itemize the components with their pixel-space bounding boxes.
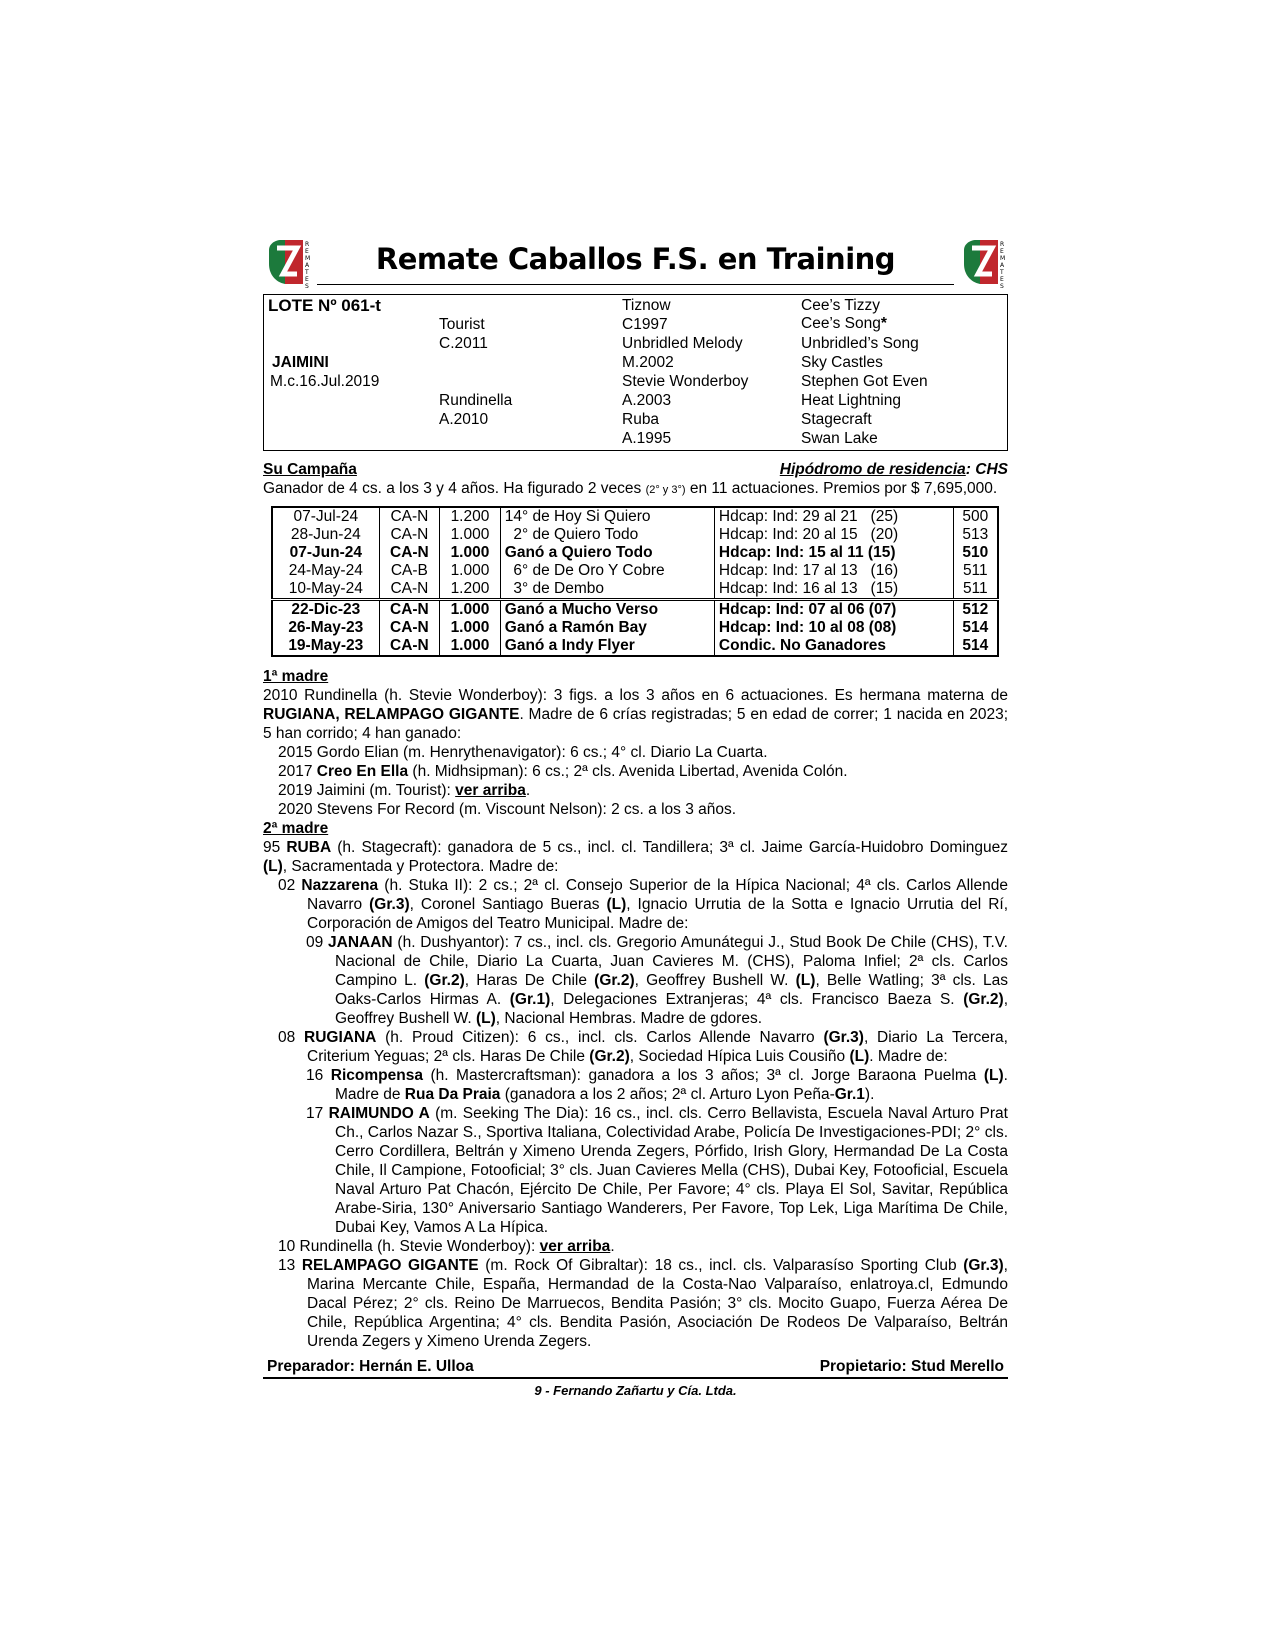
header: [263, 238, 1008, 292]
svg-text:S: S: [1000, 283, 1004, 288]
svg-text:E: E: [305, 276, 309, 283]
race-row: [272, 619, 998, 637]
svg-text:M: M: [1000, 255, 1006, 262]
race-row: [272, 526, 998, 544]
race-weight: 510: [953, 544, 998, 562]
race-date: 19-May-23: [288, 637, 364, 654]
produce-entry: 10 Rundinella (h. Stevie Wonderboy): ver arriba.: [278, 1238, 615, 1255]
race-weight: 500: [953, 507, 998, 526]
race-condition: Hdcap: Ind: 29 al 21 (25): [714, 507, 953, 526]
document-page: [263, 238, 1008, 1398]
first-dam-heading: 1ª madre: [263, 668, 329, 685]
race-result: Ganó a Quiero Todo: [500, 544, 714, 562]
ancestor: Cee’s Tizzy: [801, 297, 880, 314]
produce-entry: 13 RELAMPAGO GIGANTE (m. Rock Of Gibraltar): 18 cs., incl. cls. Valparasíso Sporting Club (Gr.3), Marina Mercante Chile, España, Hermandad de la Costa-Nao Valparaíso, enlatroya.cl, Edmundo Dacal Pérez; 2° cls. Reino De Marruecos, Bendita Pasión; 3° cls. Mocito Guapo, Fuerza Aérea De Chile, República Argentina; 4° cls. Bendita Pasión, Asociación De Rodeos De Valparaíso, Beltrán Urenda Zegers y Ximeno Urenda Zegers.: [278, 1257, 1008, 1350]
race-date: 07-Jul-24: [293, 508, 359, 525]
race-condition: Hdcap: Ind: 17 al 13 (16): [714, 562, 953, 580]
race-track: CA-N: [379, 580, 440, 600]
ancestor: Swan Lake: [801, 430, 878, 447]
race-row: [272, 580, 998, 600]
race-result: Ganó a Ramón Bay: [500, 619, 714, 637]
race-weight: 514: [953, 637, 998, 656]
ancestor: Ruba: [622, 411, 660, 428]
race-condition: Hdcap: Ind: 20 al 15 (20): [714, 526, 953, 544]
ancestor: Tiznow: [622, 297, 671, 314]
race-row: [272, 562, 998, 580]
ancestor: Stephen Got Even: [801, 373, 928, 390]
ancestor: Unbridled Melody: [622, 335, 743, 352]
residence: Hipódromo de residencia: CHS: [779, 461, 1008, 478]
dam-name: Rundinella: [439, 392, 513, 409]
race-date: 22-Dic-23: [272, 600, 379, 620]
page-number: 9 - Fernando Zañartu y Cía. Ltda.: [534, 1383, 737, 1398]
svg-text:R: R: [305, 241, 310, 248]
produce-entry: 16 Ricompensa (h. Mastercraftsman): ganadora a los 3 años; 3ª cl. Jorge Baraona Puelma (L). Madre de Rua Da Praia (ganadora a los 2 años; 2ª cl. Arturo Lyon Peña-Gr.1).: [306, 1067, 1008, 1103]
produce-entry: 2015 Gordo Elian (m. Henrythenavigator): 6 cs.; 4° cl. Diario La Cuarta.: [278, 744, 768, 761]
race-date: 28-Jun-24: [290, 526, 361, 543]
race-weight: 511: [953, 580, 998, 600]
race-track: CA-N: [379, 619, 440, 637]
race-distance: 1.200: [440, 507, 501, 526]
race-result: Ganó a Indy Flyer: [500, 637, 714, 656]
produce-entry: 2017 Creo En Ella (h. Midhsipman): 6 cs.; 2ª cls. Avenida Libertad, Avenida Colón.: [278, 763, 848, 780]
ancestor: Stagecraft: [801, 411, 872, 428]
race-date: 07-Jun-24: [289, 544, 362, 561]
produce-entry: 08 RUGIANA (h. Proud Citizen): 6 cs., incl. cls. Carlos Allende Navarro (Gr.3), Diario La Tercera, Criterium Yeguas; 2ª cls. Haras De Chile (Gr.2), Sociedad Hípica Luis Cousiño (L). Madre de:: [278, 1029, 1008, 1065]
svg-text:S: S: [305, 283, 309, 288]
race-result: 2° de Quiero Todo: [500, 526, 714, 544]
second-dam-text: 95 RUBA (h. Stagecraft): ganadora de 5 cs., incl. cl. Tandillera; 3ª cl. Jaime García-Huidobro Dominguez (L), Sacramentada y Protectora. Madre de:: [263, 839, 1008, 875]
race-condition: Hdcap: Ind: 15 al 11 (15): [714, 544, 953, 562]
ancestor: Sky Castles: [801, 354, 883, 371]
sire-name: Tourist: [439, 316, 485, 333]
campaign-heading-row: [263, 460, 1008, 479]
svg-text:E: E: [1000, 276, 1004, 283]
campaign-summary: Ganador de 4 cs. a los 3 y 4 años. Ha figurado 2 veces (2° y 3°) en 11 actuaciones. Premios por $ 7,695,000.: [263, 480, 998, 497]
race-date: 24-May-24: [288, 562, 363, 579]
svg-text:A: A: [1000, 262, 1005, 269]
race-track: CA-B: [379, 562, 440, 580]
svg-text:T: T: [1000, 269, 1004, 276]
produce-entry: 2020 Stevens For Record (m. Viscount Nelson): 2 cs. a los 3 años.: [278, 801, 737, 818]
race-date: 10-May-24: [288, 580, 363, 597]
ancestor: Cee’s Song*: [801, 315, 887, 332]
produce-entry: 09 JANAAN (h. Dushyantor): 7 cs., incl. cls. Gregorio Amunátegui J., Stud Book De Chile (CHS), T.V. Nacional de Chile, Diario La Cuarta, Juan Cavieres M. (CHS), Paloma Infiel; 2ª cls. Carlos Campino L. (Gr.2), Haras De Chile (Gr.2), Geoffrey Bushell W. (L), Belle Watling; 3ª cls. Las Oaks-Carlos Hirmas A. (Gr.1), Delegaciones Extranjeras; 4ª cls. Francisco Baeza S. (Gr.2), Geoffrey Bushell W. (L), Nacional Hembras. Madre de gdores.: [306, 934, 1008, 1027]
trainer: Preparador: Hernán E. Ulloa: [267, 1358, 474, 1375]
race-condition: Hdcap: Ind: 07 al 06 (07): [714, 600, 953, 620]
svg-text:A: A: [305, 262, 310, 269]
produce-entry: 2019 Jaimini (m. Tourist): ver arriba.: [278, 782, 531, 799]
race-record-table: [271, 506, 999, 657]
campaign-heading: Su Campaña: [263, 461, 357, 478]
svg-text:E: E: [1000, 248, 1004, 255]
owner: Propietario: Stud Merello: [819, 1358, 1004, 1375]
zr-remates-logo: [960, 238, 1010, 288]
race-distance: 1.000: [440, 619, 501, 637]
ancestor: A.1995: [622, 430, 672, 447]
first-dam-text: 2010 Rundinella (h. Stevie Wonderboy): 3 figs. a los 3 años en 6 actuaciones. Es hermana materna de RUGIANA, RELAMPAGO GIGANTE. Madre de 6 crías registradas; 5 en edad de correr; 1 nacida en 2023; 5 han corrido; 4 han ganado:: [263, 687, 1008, 742]
race-distance: 1.000: [440, 544, 501, 562]
sire-year: C.2011: [439, 335, 488, 352]
race-weight: 514: [953, 619, 998, 637]
race-weight: 511: [953, 562, 998, 580]
svg-text:E: E: [305, 248, 309, 255]
race-track: CA-N: [379, 637, 440, 656]
race-result: 6° de De Oro Y Cobre: [500, 562, 714, 580]
race-distance: 1.000: [440, 637, 501, 656]
race-row: [272, 507, 998, 526]
ancestor: Heat Lightning: [801, 392, 901, 409]
produce-entry: 02 Nazzarena (h. Stuka II): 2 cs.; 2ª cl. Consejo Superior de la Hípica Nacional; 4ª cls. Carlos Allende Navarro (Gr.3), Coronel Santiago Bueras (L), Ignacio Urrutia de la Sotta e Ignacio Urrutia del Rí, Corporación de Amigos del Teatro Municipal. Madre de:: [278, 877, 1008, 932]
race-distance: 1.000: [440, 562, 501, 580]
race-result: 3° de Dembo: [500, 580, 714, 600]
race-track: CA-N: [379, 544, 440, 562]
race-weight: 513: [953, 526, 998, 544]
svg-text:T: T: [305, 269, 309, 276]
produce-entry: 17 RAIMUNDO A (m. Seeking The Dia): 16 cs., incl. cls. Cerro Bellavista, Escuela Naval Arturo Prat Ch., Carlos Nazar S., Sportiva Italiana, Colectividad Arabe, Policía De Investigaciones-PDI; 2° cls. Cerro Cordillera, Beltrán y Ximeno Urenda Zegers, Pórfido, Irish Glory, Hermandad De La Costa Chile, Il Campione, Fotooficial; 3° cls. Juan Cavieres Mella (CHS), Dubai Key, Fotooficial, Escuela Naval Arturo Pat Chacón, Ejército De Chile, Per Favore; 4° cls. Playa El Sol, Savitar, República Arabe-Siria, 130° Aniversario Santiago Wanderers, Per Favore, Top Lek, Liga Marítima De Chile, Dubai Key, Vamos A La Hípica.: [306, 1105, 1008, 1236]
race-row: [272, 544, 998, 562]
second-dam-heading: 2ª madre: [263, 820, 329, 837]
race-condition: Hdcap: Ind: 10 al 08 (08): [714, 619, 953, 637]
horse-name: JAIMINI: [272, 354, 329, 371]
ancestor: Unbridled’s Song: [801, 335, 919, 352]
race-track: CA-N: [379, 507, 440, 526]
race-row: [272, 637, 998, 656]
race-result: 14° de Hoy Si Quiero: [500, 507, 714, 526]
pedigree-box: [263, 294, 1008, 451]
race-date: 26-May-23: [288, 619, 364, 636]
race-row: [272, 600, 998, 620]
race-distance: 1.000: [440, 600, 501, 620]
race-track: CA-N: [379, 526, 440, 544]
race-distance: 1.200: [440, 580, 501, 600]
ancestor: Stevie Wonderboy: [622, 373, 749, 390]
race-condition: Hdcap: Ind: 16 al 13 (15): [714, 580, 953, 600]
ancestor: A.2003: [622, 392, 672, 409]
dam-year: A.2010: [439, 411, 489, 428]
race-distance: 1.000: [440, 526, 501, 544]
lote-number: LOTE Nº 061-t: [268, 296, 381, 315]
ancestor: M.2002: [622, 354, 674, 371]
race-weight: 512: [953, 600, 998, 620]
ancestor: C1997: [622, 316, 668, 333]
zr-remates-logo: [265, 238, 315, 288]
svg-text:M: M: [305, 255, 311, 262]
birth-info: M.c.16.Jul.2019: [270, 373, 380, 390]
race-condition: Condic. No Ganadores: [714, 637, 953, 656]
svg-text:R: R: [1000, 241, 1005, 248]
footer-credits: [263, 1357, 1008, 1379]
document-title: Remate Caballos F.S. en Training: [317, 242, 954, 285]
race-track: CA-N: [379, 600, 440, 620]
race-result: Ganó a Mucho Verso: [500, 600, 714, 620]
